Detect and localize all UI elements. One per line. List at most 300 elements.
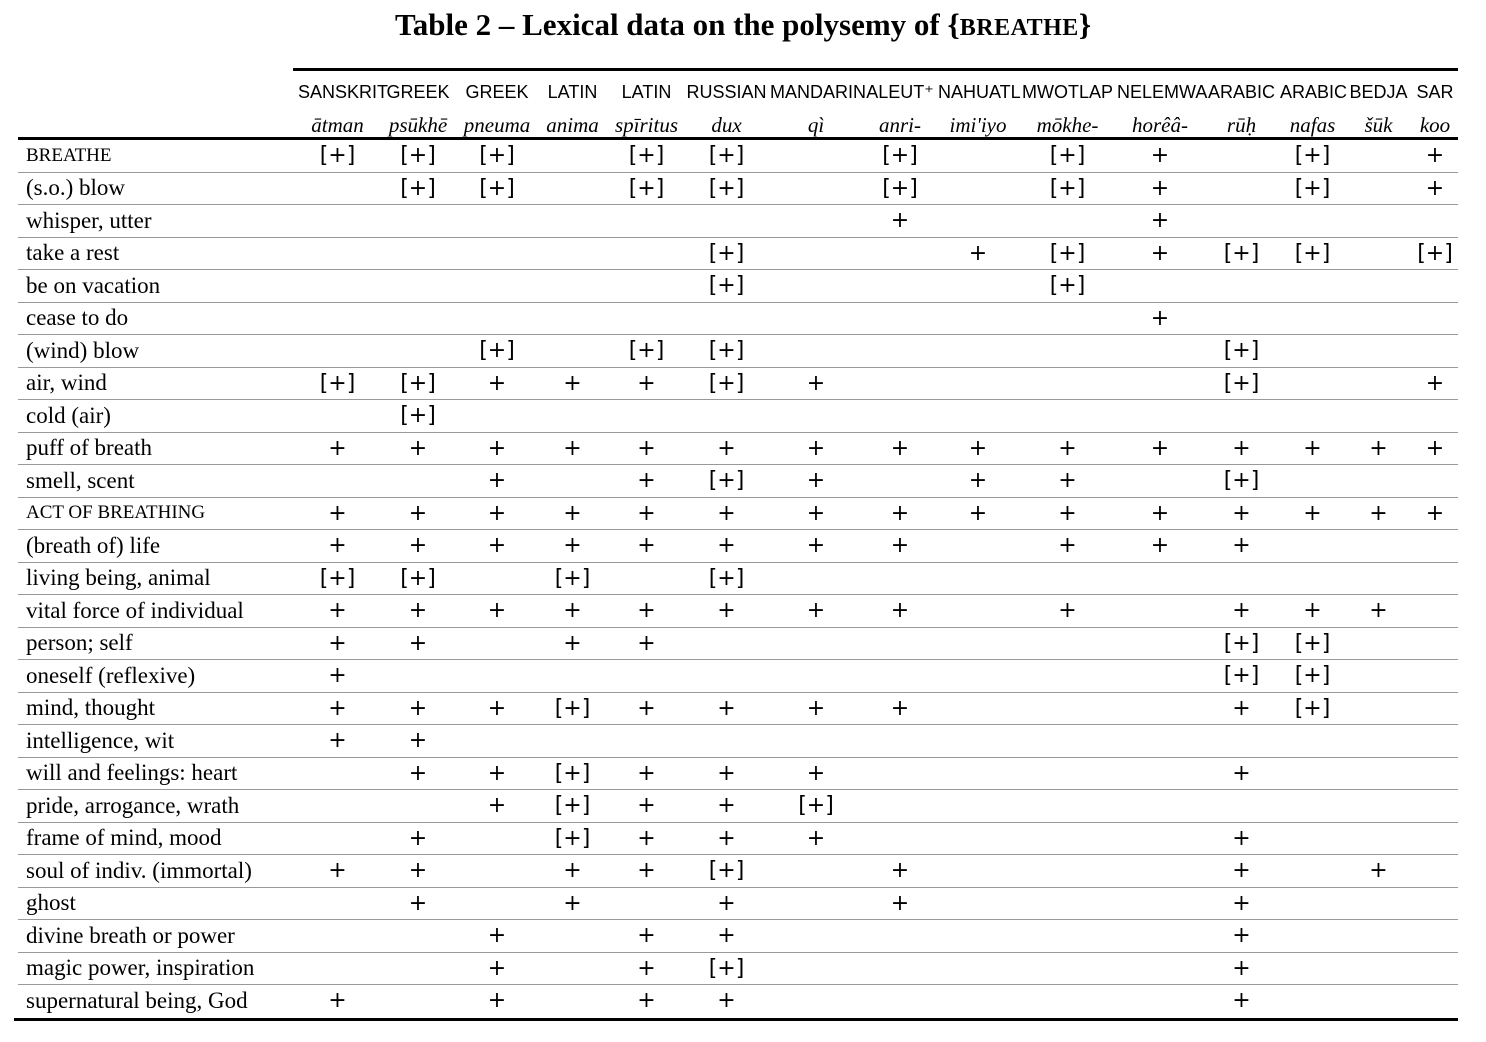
table-cell (1412, 465, 1458, 498)
table-cell (377, 985, 459, 1017)
table-cell (683, 205, 770, 238)
table-cell: + (770, 595, 862, 628)
bottom-rule (14, 1018, 1458, 1021)
table-cell: + (1345, 497, 1412, 530)
table-cell (610, 205, 683, 238)
table-row (18, 920, 1458, 953)
table-cell: [+] (1280, 237, 1345, 270)
table-cell: + (1203, 432, 1280, 465)
row-label: puff of breath (18, 432, 298, 465)
column-word-header: qì (807, 112, 825, 137)
table-cell: + (377, 432, 459, 465)
column-word-header: ātman (311, 112, 364, 137)
table-cell: + (298, 725, 377, 758)
table-cell: + (459, 952, 535, 985)
table-cell (610, 302, 683, 335)
table-cell: + (862, 530, 938, 563)
table-row (18, 595, 1458, 628)
table-cell: + (377, 887, 459, 920)
table-cell: + (377, 595, 459, 628)
table-cell (298, 790, 377, 823)
table-cell: [+] (1203, 627, 1280, 660)
table-cell (862, 400, 938, 433)
table-cell (1280, 562, 1345, 595)
table-cell (938, 790, 1018, 823)
table-cell (938, 952, 1018, 985)
table-cell (1345, 172, 1412, 205)
table-cell: + (377, 725, 459, 758)
table-cell (1117, 920, 1203, 953)
table-row (18, 335, 1458, 368)
table-cell: + (862, 595, 938, 628)
table-cell: + (1345, 855, 1412, 888)
table-cell (683, 302, 770, 335)
table-cell (938, 985, 1018, 1017)
table-cell (770, 985, 862, 1017)
table-cell: [+] (377, 172, 459, 205)
table-cell (1117, 660, 1203, 693)
table-title (0, 6, 1486, 47)
table-cell: + (610, 627, 683, 660)
table-cell (1345, 692, 1412, 725)
table-cell (1345, 790, 1412, 823)
table-cell: + (862, 205, 938, 238)
row-label: soul of indiv. (immortal) (18, 855, 298, 888)
table-cell: [+] (683, 172, 770, 205)
column-word-header: spīritus (614, 112, 679, 137)
table-cell: + (770, 497, 862, 530)
table-cell: + (535, 530, 610, 563)
row-label: pride, arrogance, wrath (18, 790, 298, 823)
column-language-header: ALEUT⁺ (866, 81, 934, 102)
table-cell: + (377, 497, 459, 530)
table-row (18, 270, 1458, 303)
table-cell: + (862, 692, 938, 725)
table-cell (535, 985, 610, 1017)
table-cell (377, 790, 459, 823)
table-cell: + (610, 920, 683, 953)
table-cell (1280, 465, 1345, 498)
table-cell: + (770, 692, 862, 725)
table-cell: [+] (377, 400, 459, 433)
row-label: vital force of individual (18, 595, 298, 628)
table-cell (938, 400, 1018, 433)
table-cell: + (298, 432, 377, 465)
table-cell (1018, 692, 1117, 725)
table-cell (770, 270, 862, 303)
title-brace-close: } (1078, 7, 1092, 42)
table-cell: [+] (400, 143, 436, 169)
table-cell: + (1203, 887, 1280, 920)
row-label: (breath of) life (18, 530, 298, 563)
table-cell (459, 270, 535, 303)
table-cell (1117, 367, 1203, 400)
column-language-header: RUSSIAN (686, 81, 767, 102)
table-cell: [+] (1018, 172, 1117, 205)
table-cell (1117, 985, 1203, 1017)
table-cell (1280, 952, 1345, 985)
table-cell (770, 660, 862, 693)
row-label: cease to do (18, 302, 298, 335)
table-cell (298, 887, 377, 920)
table-cell: + (459, 985, 535, 1017)
table-cell: [+] (683, 237, 770, 270)
table-cell (1018, 335, 1117, 368)
table-cell: [+] (1203, 237, 1280, 270)
table-cell (1412, 595, 1458, 628)
column-language-header: SANSKRIT (298, 81, 389, 102)
table-cell (938, 595, 1018, 628)
table-cell (938, 725, 1018, 758)
table-row (18, 497, 1458, 530)
table-cell (298, 335, 377, 368)
header-corner-word (18, 110, 298, 140)
table-cell: + (1018, 497, 1117, 530)
table-cell (459, 660, 535, 693)
table-cell: + (377, 627, 459, 660)
table-cell: + (683, 920, 770, 953)
column-word-header: imi'iyo (949, 112, 1007, 137)
table-cell (1018, 855, 1117, 888)
table-cell (683, 400, 770, 433)
table-cell (535, 465, 610, 498)
table-cell (459, 237, 535, 270)
table-cell (298, 172, 377, 205)
table-cell: + (938, 237, 1018, 270)
table-cell: + (535, 887, 610, 920)
table-cell: + (683, 790, 770, 823)
table-cell: + (610, 692, 683, 725)
table-cell: [+] (683, 562, 770, 595)
table-cell (862, 985, 938, 1017)
table-cell (862, 790, 938, 823)
table-cell: + (683, 692, 770, 725)
table-cell: [+] (1280, 692, 1345, 725)
table-cell (610, 562, 683, 595)
table-cell: [+] (1203, 465, 1280, 498)
row-label: divine breath or power (18, 920, 298, 953)
table-row (18, 757, 1458, 790)
table-cell (1203, 172, 1280, 205)
table-cell: + (610, 530, 683, 563)
table-cell: + (1117, 302, 1203, 335)
table-cell (770, 400, 862, 433)
table-cell: [+] (459, 172, 535, 205)
table-cell (535, 270, 610, 303)
table-cell (770, 725, 862, 758)
table-cell: + (459, 920, 535, 953)
table-cell: + (1280, 432, 1345, 465)
table-cell: [+] (377, 562, 459, 595)
table-cell: + (938, 432, 1018, 465)
table-cell: [+] (377, 367, 459, 400)
column-word-header: mōkhe- (1036, 112, 1099, 137)
table-cell (1280, 757, 1345, 790)
table-cell (1412, 757, 1458, 790)
table-cell: + (459, 790, 535, 823)
table-cell (459, 302, 535, 335)
top-rule (293, 68, 1458, 71)
table-row (18, 725, 1458, 758)
table-cell (298, 822, 377, 855)
table-cell: + (610, 822, 683, 855)
table-row (18, 172, 1458, 205)
table-cell: + (770, 367, 862, 400)
table-cell: [+] (1412, 237, 1458, 270)
table-cell (938, 302, 1018, 335)
table-cell (459, 562, 535, 595)
table-cell (1345, 952, 1412, 985)
table-cell: + (298, 692, 377, 725)
table-cell (938, 562, 1018, 595)
table-cell: [+] (298, 367, 377, 400)
table-cell (1345, 920, 1412, 953)
table-cell: [+] (683, 465, 770, 498)
table-cell (1412, 887, 1458, 920)
table-cell: + (535, 855, 610, 888)
table-cell: + (298, 660, 377, 693)
table-cell (1412, 627, 1458, 660)
table-cell: + (459, 757, 535, 790)
table-cell: + (459, 367, 535, 400)
table-cell: + (1018, 432, 1117, 465)
table-cell (1117, 595, 1203, 628)
table-cell: + (1425, 143, 1445, 169)
table-cell: [+] (1280, 627, 1345, 660)
table-cell: [+] (1018, 237, 1117, 270)
table-cell: + (1203, 497, 1280, 530)
table-cell (1412, 205, 1458, 238)
row-label: smell, scent (18, 465, 298, 498)
table-cell: + (610, 952, 683, 985)
table-cell (1345, 627, 1412, 660)
word-header-row (18, 110, 1458, 140)
table-cell: + (535, 432, 610, 465)
table-cell (535, 920, 610, 953)
table-cell (770, 887, 862, 920)
table-cell (1345, 660, 1412, 693)
table-cell (770, 952, 862, 985)
table-cell: + (683, 887, 770, 920)
table-cell: [+] (1049, 143, 1086, 169)
row-label: be on vacation (18, 270, 298, 303)
table-cell (1345, 335, 1412, 368)
table-cell (1412, 725, 1458, 758)
table-cell: + (1117, 432, 1203, 465)
table-cell (535, 172, 610, 205)
table-cell (1117, 725, 1203, 758)
table-cell: + (683, 497, 770, 530)
table-cell (683, 660, 770, 693)
table-cell: + (683, 822, 770, 855)
table-cell (1203, 400, 1280, 433)
table-cell (459, 887, 535, 920)
table-cell (1280, 367, 1345, 400)
table-cell (298, 757, 377, 790)
column-language-header: GREEK (465, 81, 529, 102)
table-row (18, 205, 1458, 238)
table-cell (1018, 757, 1117, 790)
table-cell (610, 887, 683, 920)
title-term: BREATHE (959, 15, 1079, 41)
table-cell (1345, 562, 1412, 595)
table-cell (770, 205, 862, 238)
row-label: mind, thought (18, 692, 298, 725)
table-cell (862, 562, 938, 595)
table-cell: + (459, 465, 535, 498)
table-cell: + (1412, 432, 1458, 465)
table-cell (770, 140, 862, 172)
table-cell: + (459, 530, 535, 563)
table-cell (683, 725, 770, 758)
table-cell (535, 952, 610, 985)
table-cell (1203, 725, 1280, 758)
column-word-header: pneuma (463, 112, 531, 137)
table-row (18, 790, 1458, 823)
table-cell (1345, 367, 1412, 400)
column-language-header: GREEK (386, 81, 450, 102)
table-cell (1117, 822, 1203, 855)
table-cell (1203, 562, 1280, 595)
table-cell (377, 660, 459, 693)
table-cell (1280, 302, 1345, 335)
table-cell (862, 822, 938, 855)
table-cell (377, 237, 459, 270)
table-cell: [+] (708, 143, 745, 169)
table-cell: + (377, 530, 459, 563)
table-cell (610, 237, 683, 270)
table-cell: + (1412, 497, 1458, 530)
table-cell (1203, 790, 1280, 823)
table-cell: [+] (319, 143, 356, 169)
table-cell (459, 822, 535, 855)
table-cell: + (1412, 172, 1458, 205)
table-cell (862, 660, 938, 693)
table-cell (862, 920, 938, 953)
table-row (18, 530, 1458, 563)
table-cell (535, 205, 610, 238)
table-cell: + (770, 465, 862, 498)
table-cell (938, 530, 1018, 563)
table-cell (1412, 822, 1458, 855)
table-cell (298, 920, 377, 953)
table-cell (862, 952, 938, 985)
table-cell (770, 302, 862, 335)
table-cell (770, 172, 862, 205)
table-cell (938, 887, 1018, 920)
table-cell (1412, 855, 1458, 888)
table-cell (1117, 887, 1203, 920)
table-cell (770, 562, 862, 595)
table-cell: + (683, 757, 770, 790)
table-cell (1412, 530, 1458, 563)
table-cell: + (1280, 595, 1345, 628)
table-cell (1412, 562, 1458, 595)
table-cell: + (1150, 143, 1170, 169)
table-row (18, 302, 1458, 335)
table-cell (1412, 790, 1458, 823)
table-cell: + (862, 497, 938, 530)
table-cell (298, 302, 377, 335)
table-cell: [+] (535, 692, 610, 725)
table-cell: + (377, 757, 459, 790)
table-cell (1203, 140, 1280, 172)
column-language-header: LATIN (621, 81, 672, 102)
table-cell (938, 757, 1018, 790)
table-cell: + (1345, 432, 1412, 465)
title-brace-open: { (947, 7, 960, 42)
table-cell: [+] (1018, 270, 1117, 303)
table-cell (1018, 627, 1117, 660)
table-cell (1280, 205, 1345, 238)
table-cell: [+] (770, 790, 862, 823)
table-cell: + (1280, 497, 1345, 530)
table-cell: + (1203, 757, 1280, 790)
table-cell: [+] (535, 562, 610, 595)
table-cell: + (770, 530, 862, 563)
table-cell (1280, 530, 1345, 563)
table-cell: + (1117, 172, 1203, 205)
column-language-header: ARABIC (1207, 81, 1276, 102)
table-cell (1412, 302, 1458, 335)
table-cell (1412, 660, 1458, 693)
table-cell (1018, 920, 1117, 953)
table-cell: + (610, 465, 683, 498)
table-cell (610, 660, 683, 693)
table-cell (377, 920, 459, 953)
table-cell (938, 270, 1018, 303)
table-cell (1018, 205, 1117, 238)
column-word-header: nafas (1289, 112, 1336, 137)
table-cell: + (683, 530, 770, 563)
table-cell: [+] (459, 335, 535, 368)
column-language-header: ARABIC (1280, 81, 1348, 102)
table-title-text: Table 2 – Lexical data on the polysemy of (394, 7, 948, 42)
table-cell (1412, 692, 1458, 725)
table-cell (1018, 302, 1117, 335)
table-cell (1018, 887, 1117, 920)
table-cell: + (535, 367, 610, 400)
column-language-header: NAHUATL (938, 81, 1021, 102)
table-cell (1018, 790, 1117, 823)
table-cell: + (377, 822, 459, 855)
table-cell (862, 465, 938, 498)
table-cell (1345, 985, 1412, 1017)
column-word-header: anri- (879, 112, 921, 137)
table-row (18, 952, 1458, 985)
table-cell (938, 855, 1018, 888)
column-word-header: koo (1419, 112, 1451, 137)
table-cell (459, 725, 535, 758)
table-cell: [+] (683, 335, 770, 368)
table-cell: + (1018, 530, 1117, 563)
table-cell: + (459, 595, 535, 628)
table-cell (1412, 335, 1458, 368)
table-cell (610, 725, 683, 758)
table-cell: [+] (1280, 660, 1345, 693)
row-label: ACT OF BREATHING (18, 497, 298, 530)
table-cell (938, 205, 1018, 238)
table-cell: + (610, 985, 683, 1017)
table-cell (1280, 270, 1345, 303)
row-label: ghost (18, 887, 298, 920)
table-cell: + (1117, 497, 1203, 530)
table-cell: + (862, 887, 938, 920)
column-language-header: SAR (1416, 81, 1454, 102)
table-cell: [+] (1203, 335, 1280, 368)
table-row (18, 822, 1458, 855)
table-cell (1117, 790, 1203, 823)
